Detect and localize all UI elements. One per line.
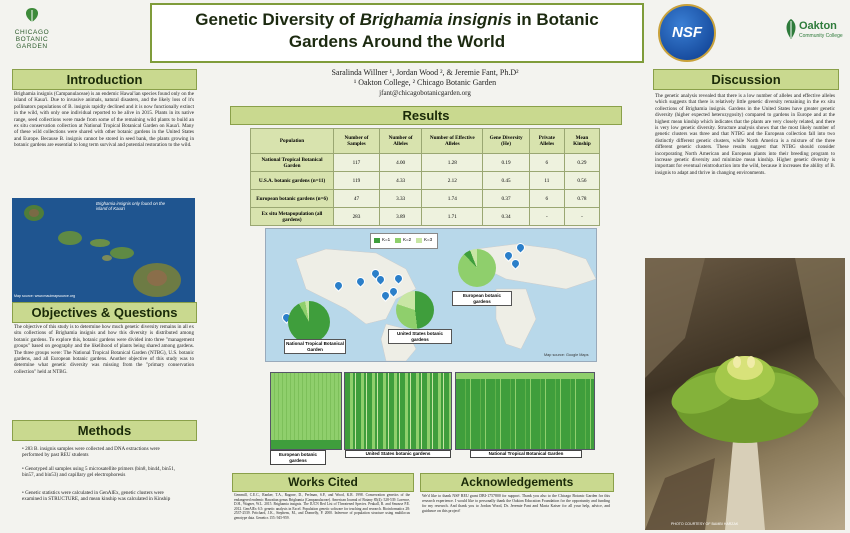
table-cell: -: [564, 208, 599, 226]
table-cell: 0.29: [564, 154, 599, 172]
title-line1: [152, 9, 642, 31]
table-cell: 11: [529, 172, 564, 190]
table-cell: 0.37: [483, 190, 529, 208]
structure-plot-eu: [270, 372, 342, 450]
table-cell: 0.45: [483, 172, 529, 190]
discussion-text: The genetic analysis revealed that there is a low number of alleles and effective alleles which suggests that there is relatively little genetic diversity remaining in the ex situ collections of Brighamia insignis. Gardens in the United States have greater genetic diversity (higher expected heterozygosity) compared to gardens in Europe and at the highest mean kinship which indicates that the plants are very closely related, and there is very low genetic diversity. Structure analysis shows that the most likely number of genetic clusters was three and that NTBG and the European collection fall into two distinctly different genetic clusters, while North America is a mixture of the three different genetic clusters. These results suggest that NTBG should consider incorporating North American and European plants into their breeding program to increase genetic diversity and minimize mean kinship. Higher genetic diversity is important for eventual reintroduction into the wild, because it increases the ability of B. insignis to adapt and thrive in changing environments.: [655, 93, 835, 176]
oakton-name: Oakton: [799, 20, 837, 32]
table-cell: Ex situ Metapopulation (all gardens): [251, 208, 334, 226]
oakton-sub: Community College: [799, 33, 843, 39]
table-cell: 0.78: [564, 190, 599, 208]
ntbg-structure-pie: [288, 301, 330, 343]
methods-item-text: Genetic statistics were calculated in GenAlEx, genetic clusters were examined in STRUCTURE, and mean kinship was calculated in Kinship: [22, 490, 171, 503]
table-cell: 47: [334, 190, 380, 208]
email: jfant@chicagobotanicgarden.org: [379, 89, 471, 97]
affiliations: ¹ Oakton College, ² Chicago Botanic Garden: [353, 78, 497, 87]
authors: Saralinda Willner ¹, Jordan Wood ², & Jeremie Fant, Ph.D²: [331, 68, 519, 77]
objectives-header: [12, 302, 197, 323]
legend-label: K=3: [424, 237, 433, 242]
k-legend: [370, 233, 438, 249]
chicago-logo-line1: CHICAGO: [14, 29, 50, 36]
table-cell: U.S.A. botanic gardens (n=11): [251, 172, 334, 190]
legend-label: K=2: [403, 237, 412, 242]
hawaii-map: [12, 198, 195, 302]
table-cell: 1.28: [422, 154, 483, 172]
legend-swatch-k2: [395, 238, 401, 243]
title-pre: Genetic Diversity of: [195, 10, 360, 29]
table-cell: 6: [529, 190, 564, 208]
methods-item: • Genotyped all samples using 5 microsatellite primers (bin8, bin44, bin51, bin57, and bin53) and capillary gel electrophoresis: [22, 466, 176, 479]
structure-plot-ntbg: [455, 372, 595, 450]
table-cell: 1.71: [422, 208, 483, 226]
results-table: [250, 128, 600, 226]
title-species: Brighamia insignis: [359, 10, 512, 29]
objectives-title: Objectives & Questions: [31, 305, 178, 320]
table-cell: 0.34: [483, 208, 529, 226]
methods-item-text: 283 B. insignis samples were collected and DNA extractions were performed by past REU students: [22, 446, 160, 459]
poster-title: [150, 3, 644, 63]
discussion-header: [653, 69, 839, 90]
garden-leaf-icon: [21, 6, 43, 24]
plant-rosette-graphic: [645, 258, 845, 530]
structure-label-eu: European botanic gardens: [270, 450, 326, 465]
table-cell: 117: [334, 154, 380, 172]
acknowledgements-title: Acknowledgements: [460, 475, 574, 489]
table-header: Mean Kinship: [564, 129, 599, 154]
table-cell: 0.19: [483, 154, 529, 172]
title-line2: Gardens Around the World: [288, 32, 506, 51]
table-header: Number of Effective Alleles: [422, 129, 483, 154]
table-cell: 0.56: [564, 172, 599, 190]
table-cell: 283: [334, 208, 380, 226]
oak-leaf-icon: [783, 18, 799, 40]
table-cell: National Tropical Botanical Garden: [251, 154, 334, 172]
us-structure-pie: [396, 291, 434, 329]
table-cell: European botanic gardens (n=6): [251, 190, 334, 208]
map-label-us: United States botanic gardens: [388, 329, 452, 344]
table-header: Private Alleles: [529, 129, 564, 154]
table-header-row: [251, 129, 600, 154]
hawaii-map-caption: Map source: www.mauimapsource.org: [14, 294, 76, 298]
nsf-logo: [658, 4, 716, 62]
table-cell: 2.12: [422, 172, 483, 190]
table-header: Population: [251, 129, 334, 154]
table-cell: 3.33: [379, 190, 421, 208]
methods-header: [12, 420, 197, 441]
introduction-text: Brighamia insignis (Campanulaceae) is an endemic Hawai'ian species found only on the island of Kaua'i. Due to invasive animals, natural disasters, and the likely loss of it's pollinators populations of B. insignis rapidly declined and it is now functionally extinct in the wild, with only one individual reported to be alive in 2015. Plants in its native range, seed collections were made from some of the remaining wild plants to build an ex situ conservation collection at National Tropical Botanical Garden on Kaua'i. Many of these wild collections were shared with other botanic gardens in the United States and Europe. Because B. insignis cannot be stored in seed bank, the plants growing in botanic gardens are essential to long term survival and potential restoration to the wild.: [14, 91, 194, 149]
acknowledgements-text: We'd like to thank NSF REU grant DBI-1757800 for support. Thank you also to the Chicago Botanic Garden for this research experience. I would like to personally thank the Oakton Education Foundation for the opportunity and funding for my research. And thank you to Jordan Wood, Dr. Jeremie Fant and Maria Kaiser for all your help, advice, and guidance on this project!: [422, 494, 610, 513]
methods-title: Methods: [77, 423, 132, 438]
works-cited-title: Works Cited: [288, 475, 358, 489]
methods-item: • 283 B. insignis samples were collected and DNA extractions were performed by past REU students: [22, 446, 160, 459]
hawaii-map-label: Brighamia insignis only found on the island of Kaua'i: [96, 201, 166, 211]
oakton-logo: [783, 18, 847, 48]
works-cited-header: [232, 473, 414, 492]
chicago-logo-line3: GARDEN: [16, 43, 48, 50]
author-block: [230, 68, 620, 98]
structure-label-ntbg: National Tropical Botanical Garden: [470, 450, 582, 458]
hawaii-islands-graphic: [12, 198, 195, 302]
methods-item-text: Genotyped all samples using 5 microsatellite primers (bin8, bin44, bin51, bin57, and bin53) and capillary gel electrophoresis: [22, 466, 176, 479]
nsf-logo-text: NSF: [672, 24, 702, 41]
discussion-title: Discussion: [711, 72, 781, 87]
map-label-ntbg: National Tropical Botanical Garden: [284, 339, 346, 354]
table-row: [251, 154, 600, 172]
table-cell: 3.89: [379, 208, 421, 226]
results-title: Results: [402, 108, 450, 123]
methods-item: • Genetic statistics were calculated in GenAlEx, genetic clusters were examined in STRUCTURE, and mean kinship was calculated in Kinship: [22, 490, 171, 503]
table-row: [251, 208, 600, 226]
eu-structure-pie: [458, 249, 496, 287]
photo-credit: PHOTO COURTESY OF BAMBI HARZAK: [671, 522, 739, 526]
brighamia-photo: [645, 258, 845, 530]
world-map: [265, 228, 597, 362]
table-row: [251, 190, 600, 208]
table-header: Number of Alleles: [379, 129, 421, 154]
map-label-eu: European botanic gardens: [452, 291, 512, 306]
table-header: Gene Diversity (He): [483, 129, 529, 154]
works-cited-text: Gemmill, C.E.C., Ranker, T.A., Ragone, D., Perlman, S.P., and Wood, K.R. 1998. Conservation genetics of the endangered endemic Hawaiian genus Brighamia (Campanulaceae). American Journal of Botany 85(4): 528-539. Lorence, D.H., Wagner, W.L. 2015. Brighamia insignis. The IUCN Red List of Threatened Species. Peakall, R. and Smouse P.E. 2012. GenAlEx 6.5: genetic analysis in Excel. Population genetic software for teaching and research. Bioinformatics 28: 2537-2539. Pritchard, J.K., Stephens, M., and Donnelly, P. 2000. Inference of population structure using multilocus genotype data. Genetics 155: 945-959.: [234, 493, 410, 520]
table-header: Number of Samples: [334, 129, 380, 154]
table-cell: -: [529, 208, 564, 226]
title-post: in Botanic: [511, 10, 599, 29]
table-cell: 4.33: [379, 172, 421, 190]
methods-list: [14, 446, 194, 530]
results-table-grid: [250, 128, 600, 226]
legend-swatch-k3: [416, 238, 422, 243]
legend-swatch-k1: [374, 238, 380, 243]
legend-label: K=1: [382, 237, 391, 242]
introduction-header: [12, 69, 197, 90]
results-header: [230, 106, 622, 125]
chicago-botanic-garden-logo: [6, 6, 58, 56]
structure-plot-us: [344, 372, 452, 450]
table-cell: 119: [334, 172, 380, 190]
table-cell: 4.00: [379, 154, 421, 172]
structure-label-us: United States botanic gardens: [345, 450, 451, 458]
table-cell: 1.74: [422, 190, 483, 208]
table-cell: 6: [529, 154, 564, 172]
chicago-logo-line2: BOTANIC: [15, 36, 49, 43]
table-row: [251, 172, 600, 190]
objectives-text: The objective of this study is to determine how much genetic diversity remains in all ex situ collections of Brighamia insignis and how this diversity is distributed among botanic gardens. To explore this, botanic gardens were divided into three "management groups" based on geography and the likelihood of plants being shared among gardens. The three groups were: The National Tropical Botanical Garden (NTBG), U.S. botanic gardens, and all European botanic gardens. Another objective of this study was to determine what genetic diversity was missing from the "primary conservation collection" held at NTBG.: [14, 324, 194, 375]
map-source: Map source: Google Maps: [544, 353, 589, 357]
acknowledgements-header: [420, 473, 614, 492]
introduction-title: Introduction: [66, 72, 143, 87]
